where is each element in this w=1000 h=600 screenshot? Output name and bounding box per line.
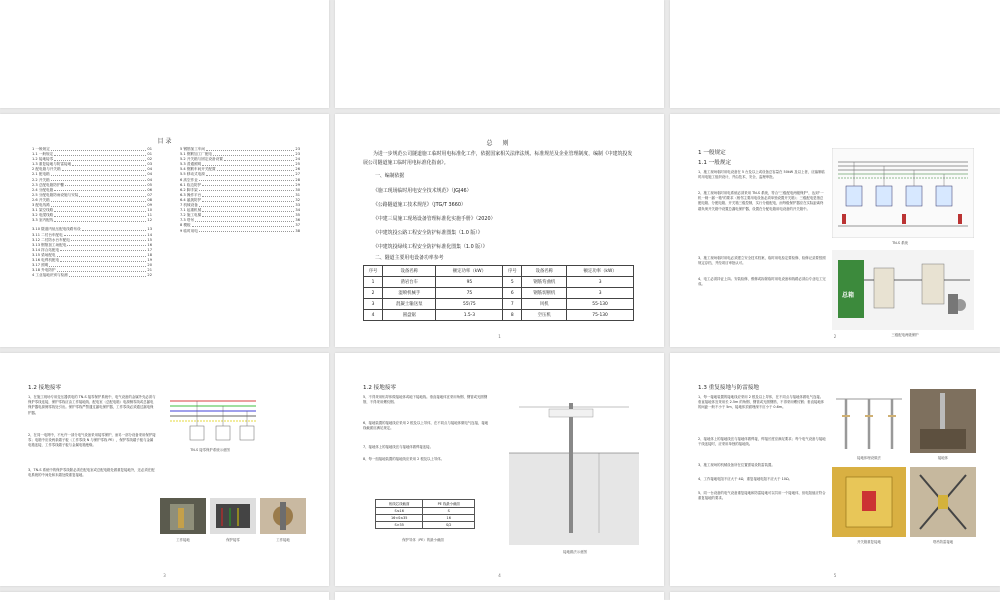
toc-item-title: 6 高空作业 xyxy=(180,177,198,182)
table-cell: 55\75 xyxy=(436,299,503,310)
body-paragraph: 1、施工现场临时用电设备在 5 台及以上或设备总容量在 50kW 及以上者，应编制临时用电施工组织设计，并由技术、安全、监理审批。 xyxy=(698,170,825,180)
toc-item-title: 3.18 外电防护 xyxy=(32,268,56,273)
grounding-photo xyxy=(160,498,206,534)
table-cell: 凿岩台车 xyxy=(383,277,436,288)
toc-item-page: 34 xyxy=(295,208,300,213)
toc-item-title: 3 配电线路 xyxy=(32,203,50,208)
toc-item-page: 35 xyxy=(295,213,300,218)
table-row xyxy=(376,515,475,522)
toc-item-title: 3.1 架空线路 xyxy=(32,208,54,213)
tns-system-diagram xyxy=(832,148,974,238)
toc-dot-leader xyxy=(192,223,295,227)
toc-item-title: 4 工业接地识别与检测 xyxy=(32,273,68,278)
table-cell: 3 xyxy=(364,299,383,310)
general-rules-page[interactable] xyxy=(670,114,1000,347)
toc-item-title: 5.5 移动式电源 xyxy=(180,172,205,177)
toc-dot-leader xyxy=(54,208,146,212)
toc-dot-leader xyxy=(199,203,295,207)
table-cell: S>35 xyxy=(376,522,423,529)
distribution-box-sign: 总箱 xyxy=(842,292,855,299)
photo-caption: 工作接地 xyxy=(276,538,290,542)
toc-item-page: 10 xyxy=(147,208,152,213)
intro-page[interactable] xyxy=(335,114,664,347)
toc-item-title: 3.10 隧道内低压配电线路布设 xyxy=(32,227,81,232)
table-header-cell: 相线芯线截面 xyxy=(376,500,423,508)
toc-dot-leader xyxy=(202,213,294,217)
toc-dot-leader xyxy=(202,208,294,212)
toc-dot-leader xyxy=(199,188,295,192)
figure-caption: TN-S 系统 xyxy=(892,241,908,245)
toc-item-page: 16 xyxy=(147,242,152,247)
toc-item-title: 9 临时用电 xyxy=(180,228,198,233)
toc-dot-leader xyxy=(51,198,147,202)
table-header-cell: 设备名称 xyxy=(383,266,436,277)
toc-title: 目 录 xyxy=(157,138,172,145)
toc-item-page: 14 xyxy=(147,232,152,237)
toc-item-page: 19 xyxy=(147,257,152,262)
toc-item-title: 6.1 临边防护 xyxy=(180,182,202,187)
table-row xyxy=(376,508,475,515)
toc-item-page: 27 xyxy=(295,172,300,177)
toc-item-title: 3.13 钢筋加工场配电 xyxy=(32,242,67,247)
page-number: 2 xyxy=(833,334,837,339)
toc-dot-leader xyxy=(213,152,294,156)
toc-item-page: 24 xyxy=(295,157,300,162)
photo-caption: 开关箱重复接地 xyxy=(857,540,881,544)
ground-rod-diagram xyxy=(509,395,639,545)
tower-crane-lightning-grounding-photo xyxy=(910,467,976,537)
repeated-grounding-page[interactable] xyxy=(670,353,1000,586)
toc-item-title: 2.2 开关箱 xyxy=(32,177,50,182)
toc-item-title: 1.2 接地接零 xyxy=(32,157,54,162)
photo-caption: 保护接零 xyxy=(226,538,240,542)
figure-caption: 三级配电两级保护 xyxy=(891,333,919,337)
standard-item: 《中建筑投公路工程安全防护标准图集（1.0 版）》 xyxy=(373,230,483,236)
toc-item-page: 09 xyxy=(147,203,152,208)
table-cell: 7 xyxy=(503,299,522,310)
body-paragraph: 5、不得采用铝导体做接地体或地下接地线。垂直接地体宜采用角钢、钢管或光圆钢筋，不得采用螺纹钢。 xyxy=(363,395,488,405)
toc-item-title: 7.3 塔吊 xyxy=(180,218,195,223)
toc-item-page: 18 xyxy=(147,252,152,257)
toc-item-title: 2.1 配电箱 xyxy=(32,172,50,177)
standard-item: 《公路隧道施工技术规范》（JTG/T 3660） xyxy=(373,202,466,208)
toc-item-page: 03 xyxy=(147,162,152,167)
toc-item-page: 04 xyxy=(147,177,152,182)
toc-dot-leader xyxy=(65,183,146,187)
toc-item-title: 5.1 钢筋加工厂配电 xyxy=(180,152,213,157)
toc-item-page: 29 xyxy=(295,182,300,187)
grounding-cont-page[interactable] xyxy=(335,353,664,586)
table-cell: 5 xyxy=(503,277,522,288)
section-heading: 1.1 一般规定 xyxy=(698,160,732,166)
toc-item-page: 23 xyxy=(295,147,300,151)
body-paragraph: 2、在同一电网中，不允许一部分电气设备采用接零保护，而另一部分设备采用保护接零；电箱中应设两条端子板（工作零线 N 与保护零线 PE），保护零线端子板与金属电箱连接，工作零线端子板与金属电箱绝缘。 xyxy=(28,433,156,448)
toc-item-title: 3.12 二衬防水台车配电 xyxy=(32,237,70,242)
toc-item-page: 12 xyxy=(147,218,152,223)
working-ground-photo xyxy=(260,498,306,534)
section-heading: 二、隧道主要用电设备功率参考 xyxy=(375,255,444,261)
toc-dot-leader xyxy=(67,243,146,247)
toc-dot-leader xyxy=(79,193,146,197)
toc-dot-leader xyxy=(57,253,147,257)
figure-caption: 接地体 xyxy=(937,456,949,460)
toc-right-column xyxy=(180,147,300,234)
table-cell: 4 xyxy=(364,310,383,321)
table-cell: 钢筋弯曲机 xyxy=(522,277,567,288)
pe-section-table xyxy=(375,499,475,529)
table-caption: 保护导体（PE）的最小截面 xyxy=(402,538,444,542)
toc-dot-leader xyxy=(69,273,147,277)
toc-item[interactable] xyxy=(180,229,300,234)
body-paragraph: 8、每一组接地装置的接地线应采用 2 根及以上导体。 xyxy=(363,457,445,461)
toc-item-page: 31 xyxy=(295,192,300,197)
toc-page[interactable] xyxy=(0,114,329,347)
figure-caption: 接地做法示意图 xyxy=(563,550,587,554)
toc-item-page: 22 xyxy=(147,273,152,278)
toc-dot-leader xyxy=(217,167,295,171)
table-header-row xyxy=(364,266,634,277)
toc-item-page: 13 xyxy=(147,227,152,232)
toc-dot-leader xyxy=(64,233,147,237)
toc-item-title: 3.15 梁场配电 xyxy=(32,252,56,257)
ground-body-photo xyxy=(910,389,976,453)
table-cell: 风机 xyxy=(522,299,567,310)
toc-dot-leader xyxy=(206,147,294,151)
toc-dot-leader xyxy=(54,152,146,156)
toc-item-page: 07 xyxy=(147,192,152,197)
grounding-page[interactable] xyxy=(0,353,329,586)
toc-item-page: 11 xyxy=(147,213,152,218)
toc-left-column xyxy=(32,147,152,278)
table-cell: 3 xyxy=(567,277,634,288)
table-cell: 8 xyxy=(503,310,522,321)
page-number: 5 xyxy=(833,573,837,578)
table-row xyxy=(364,310,634,321)
table-cell: 6 xyxy=(503,288,522,299)
body-paragraph: 2、施工现场临时用电系统必须采用 TN-S 系统，符合"三级配电两级保护"，达到"一机一闸一漏一箱"的要求（相邻主要用电设备必须单独设置开关箱）；三级配电是指总配电箱、分配电箱、开关箱三级控制，实行分级配电，而每级保护器应在实际距离终端负荷开关箱中设置总漏电保护器，设置在分配电箱用电设备的开关箱中。 xyxy=(698,191,824,211)
toc-item-page: 23 xyxy=(295,152,300,157)
chapter-heading: 1 一般规定 xyxy=(698,150,726,156)
body-paragraph: 4、电工必须持证上岗。安装检修、维修或拆除临时用电设备和线路必须由专业电工完成。 xyxy=(698,277,826,287)
toc-item-title: 3.2 电缆线路 xyxy=(32,213,54,218)
toc-item-page: 01 xyxy=(147,152,152,157)
table-cell: 湿喷机械手 xyxy=(383,288,436,299)
toc-item-title: 3.17 照明 xyxy=(32,263,49,268)
table-row xyxy=(364,277,634,288)
toc-item-title: 8 模板 xyxy=(180,223,191,228)
body-paragraph: 7、接地体上的接地线宜与接地体做焊接连接。 xyxy=(363,445,433,449)
toc-item-page: 28 xyxy=(295,177,300,182)
toc-item-page: 04 xyxy=(147,167,152,172)
toc-item-title: 3.3 室内配线 xyxy=(32,218,54,223)
table-cell: 2 xyxy=(364,288,383,299)
section-heading: 1.3 重复接地与防雷接地 xyxy=(698,385,760,391)
photo-caption: 工作接地 xyxy=(176,538,190,542)
table-cell: 16<S≤35 xyxy=(376,515,423,522)
toc-item-title: 5 钢筋加工车间 xyxy=(180,147,205,151)
toc-item-title: 6.4 悬挑防护 xyxy=(180,197,202,202)
standard-item: 《施工现场临时用电安全技术规范》（JGJ46） xyxy=(373,188,472,194)
page-number: 1 xyxy=(498,334,501,339)
body-paragraph: 3、施工现场的机械设备所在位置需装设防雷装置。 xyxy=(698,463,775,467)
toc-dot-leader xyxy=(60,248,146,252)
toc-item-page: 21 xyxy=(147,268,152,273)
switch-box-grounding-photo xyxy=(832,467,906,537)
body-paragraph: 4、工作接地电阻不应大于 4Ω，重复接地电阻不应大于 10Ω。 xyxy=(698,477,792,481)
toc-dot-leader xyxy=(195,218,294,222)
toc-dot-leader xyxy=(54,157,146,161)
protection-neutral-photo xyxy=(210,498,256,534)
toc-dot-leader xyxy=(54,218,146,222)
table-header-cell: PE 线最小截面 xyxy=(423,500,475,508)
table-cell: S xyxy=(423,508,475,515)
toc-item-page: 08 xyxy=(147,197,152,202)
toc-dot-leader xyxy=(51,172,147,176)
toc-dot-leader xyxy=(57,268,147,272)
body-paragraph: 1、每一接地装置的接地线应采用 2 根及以上导体，在不同点与接地体做电气连接。垂直接地体宜采用长 2.5m 的角钢、钢管或光圆钢筋，不得采用螺纹钢；垂直接地体的间距一般不小于 5m，接地体顶面埋深不应小于 0.6m。 xyxy=(698,395,825,410)
table-row xyxy=(364,288,634,299)
toc-dot-leader xyxy=(49,263,146,267)
page-thumbnail[interactable] xyxy=(670,0,1000,108)
toc-item-page: 38 xyxy=(295,228,300,233)
toc-item-page: 20 xyxy=(147,263,152,268)
body-paragraph: 1、在施工现场专用变压器供电的 TN-S 接零保护系统中，电气设备的金属外壳必须与保护零线连接，保护零线应由工作接地线、配电室（总配电箱）电源侧零线或总漏电保护器电源侧零线处引出。保护零线严禁通过漏电保护器，工作零线必须通过漏电保护器。 xyxy=(28,395,156,415)
toc-dot-leader xyxy=(51,178,147,182)
toc-item-title: 3.16 电焊机配电 xyxy=(32,257,60,262)
figure-caption: 接地体埋设做法 xyxy=(857,456,881,460)
toc-item-title: 3.11 二衬台车配电 xyxy=(32,232,63,237)
toc-dot-leader xyxy=(54,188,146,192)
toc-item-title: 5.3 普通照明 xyxy=(180,162,202,167)
section-heading: 1.2 接地接零 xyxy=(28,385,62,391)
body-paragraph: 5、同一台设备的电气设备重复接地和防雷接地可以共用一个接地体，但电阻值应符合重复接地的要求。 xyxy=(698,491,826,501)
toc-item-page: 04 xyxy=(147,172,152,177)
toc-dot-leader xyxy=(51,203,147,207)
toc-item-title: 2.4 分配电箱 xyxy=(32,187,54,192)
toc-dot-leader xyxy=(202,162,294,166)
table-cell: 75 xyxy=(436,288,503,299)
toc-dot-leader xyxy=(202,183,294,187)
toc-item-title: 1.3 重复接地与防雷接地 xyxy=(32,162,72,167)
toc-item-page: 17 xyxy=(147,247,152,252)
toc-item-title: 5.4 钢筋车间开关配置 xyxy=(180,167,216,172)
table-cell: 1 xyxy=(364,277,383,288)
toc-item-title: 2.3 总配电箱防护棚 xyxy=(32,182,65,187)
toc-dot-leader xyxy=(224,157,295,161)
toc-item-page: 06 xyxy=(147,187,152,192)
page-number: 4 xyxy=(498,573,501,578)
toc-item-title: 6.2 脚手架 xyxy=(180,187,198,192)
figure-caption: TN-S 接零保护系统示意图 xyxy=(190,448,230,452)
toc-item-title: 2 配电箱与开关箱 xyxy=(32,167,61,172)
toc-item-page: 15 xyxy=(147,237,152,242)
toc-item-title: 3.14 拌合站配电 xyxy=(32,247,60,252)
table-cell: 混凝土输送泵 xyxy=(383,299,436,310)
table-header-cell: 额定功率（kW） xyxy=(567,266,634,277)
page-thumbnail[interactable] xyxy=(0,592,329,600)
standard-item: 《中建三局施工现场设备管理标准化实施手册》（2020） xyxy=(373,216,496,222)
toc-dot-leader xyxy=(202,198,294,202)
toc-item-page: 05 xyxy=(147,182,152,187)
table-header-cell: 设备名称 xyxy=(522,266,567,277)
toc-item-title: 7.2 施工电梯 xyxy=(180,213,202,218)
intro-title: 总 则 xyxy=(486,140,513,147)
toc-item-page: 32 xyxy=(295,197,300,202)
intro-paragraph: 为进一步规范公司隧道施工临时用电标准化工作，依据国家相关法律法规、标准规范及企业管理制度，编制《中建筑投发展公司隧道施工临时用电标准化指南》。 xyxy=(363,151,633,166)
toc-dot-leader xyxy=(82,227,147,231)
toc-item-title: 1 一般规定 xyxy=(32,147,50,151)
toc-item-title: 7.1 起重机械 xyxy=(180,208,202,213)
table-header-cell: 序号 xyxy=(503,266,522,277)
toc-dot-leader xyxy=(60,258,146,262)
table-cell: 圆盘锯 xyxy=(383,310,436,321)
toc-dot-leader xyxy=(72,162,146,166)
page-thumbnail[interactable] xyxy=(670,592,1000,600)
body-paragraph: 3、TN-S 系统中的保护零线除必须在配电室或总配电箱处做重复接地外，还必须在配电系统的中间处和末端处做重复接地。 xyxy=(28,468,155,478)
toc-item-title: 5.2 开关箱与固定设备设置 xyxy=(180,157,223,162)
toc-dot-leader xyxy=(54,213,146,217)
toc-item-page: 02 xyxy=(147,157,152,162)
ground-body-installation-diagram xyxy=(832,389,906,453)
section-heading: 一、编制依据 xyxy=(375,173,405,179)
standard-item: 《中建筑投绿线工程安全防护标准化图集（1.0 版）》 xyxy=(373,244,488,250)
page-thumbnail[interactable] xyxy=(335,0,664,108)
table-row xyxy=(364,299,634,310)
equipment-table xyxy=(363,265,634,321)
table-cell: S≤16 xyxy=(376,508,423,515)
body-paragraph: 2、接地体上的接地线宜与接地体做焊接，焊接长度应满足要求；每个电气设备与接地干线连接时，应采用单独的接地线。 xyxy=(698,437,826,447)
toc-dot-leader xyxy=(71,238,147,242)
table-cell: 75-130 xyxy=(567,310,634,321)
toc-item-title: 2.6 开关箱 xyxy=(32,197,50,202)
toc-item-title: 7 机械设备 xyxy=(180,203,198,208)
table-cell: 1.5-3 xyxy=(436,310,503,321)
toc-item-page: 33 xyxy=(295,203,300,208)
table-header-cell: 序号 xyxy=(364,266,383,277)
toc-item-title: 2.5 分配电箱防雨设施与安装 xyxy=(32,192,79,197)
table-header-cell: 额定功率（kW） xyxy=(436,266,503,277)
toc-item-page: 36 xyxy=(295,218,300,223)
toc-item-page: 25 xyxy=(295,162,300,167)
table-cell: S/2 xyxy=(423,522,475,529)
photo-caption: 塔吊防雷接地 xyxy=(932,540,954,544)
table-row xyxy=(376,522,475,529)
body-paragraph: 6、接地装置的接地线应采用 2 根及以上导体，在不同点与接地体做电气连接，接地线截面应满足规定。 xyxy=(363,421,489,431)
table-cell: 55-130 xyxy=(567,299,634,310)
toc-dot-leader xyxy=(199,178,295,182)
page-number: 3 xyxy=(163,573,166,578)
toc-item-page: 37 xyxy=(295,223,300,228)
table-cell: 95 xyxy=(436,277,503,288)
toc-item-page: 01 xyxy=(147,147,152,151)
table-cell: 空压机 xyxy=(522,310,567,321)
toc-item-title: 1.1 一般规定 xyxy=(32,152,54,157)
toc-item[interactable] xyxy=(32,273,152,278)
body-paragraph: 3、施工现场临时用电必须建立安全技术档案，临时用电检定要检修、检修记录要按照规定存档，并经项目审批认可。 xyxy=(698,256,826,266)
section-heading: 1.2 接地接零 xyxy=(363,385,397,391)
table-cell: 16 xyxy=(423,515,475,522)
toc-dot-leader xyxy=(202,193,294,197)
toc-item-title: 6.3 操作平台 xyxy=(180,192,202,197)
table-cell: 3 xyxy=(567,288,634,299)
toc-dot-leader xyxy=(51,147,147,151)
tns-wiring-schematic xyxy=(160,391,260,446)
page-thumbnail[interactable] xyxy=(335,592,664,600)
toc-dot-leader xyxy=(199,229,295,233)
table-cell: 钢筋切断机 xyxy=(522,288,567,299)
toc-dot-leader xyxy=(62,167,147,171)
toc-item-page: 30 xyxy=(295,187,300,192)
toc-item-page: 26 xyxy=(295,167,300,172)
toc-dot-leader xyxy=(206,172,295,176)
page-thumbnail[interactable] xyxy=(0,0,329,108)
